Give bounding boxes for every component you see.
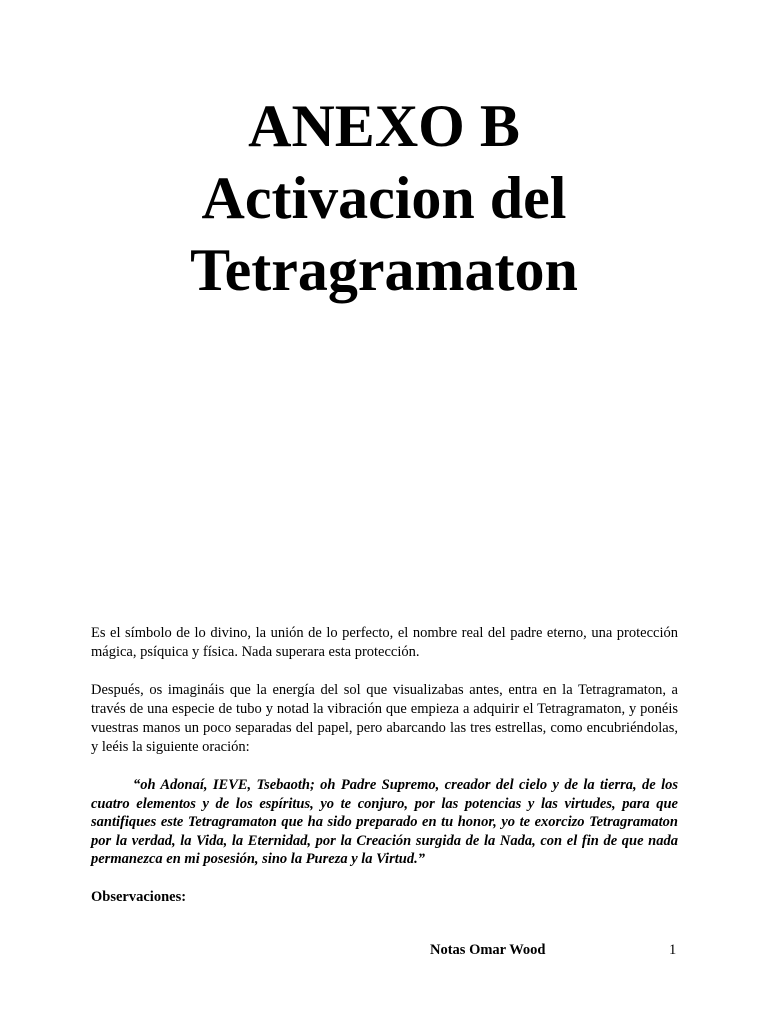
- paragraph-instructions: Después, os imagináis que la energía del sol que visualizabas antes, entra en la Tetragramaton, a través de una especie de tubo y notad la vibración que empieza a adquirir el Tetragramaton, y ponéis vuestras manos un poco separadas del papel, pero abarcando las tres estrellas, como encubriéndolas, y leéis la siguiente oración:: [91, 682, 678, 755]
- title-line-annex: ANEXO B: [248, 93, 520, 159]
- paragraph-symbol-description: Es el símbolo de lo divino, la unión de lo perfecto, el nombre real del padre eterno, una protección mágica, psíquica y física. Nada superara esta protección.: [91, 625, 678, 660]
- observations-heading: Observaciones:: [91, 888, 187, 905]
- title-line-activation: Activacion del: [201, 165, 567, 231]
- title-line-tetragramaton: Tetragramaton: [190, 237, 578, 303]
- page-title: [0, 90, 768, 306]
- footer-author: Notas Omar Wood: [430, 942, 546, 958]
- document-body: [91, 624, 678, 907]
- prayer-quote: “oh Adonaí, IEVE, Tsebaoth; oh Padre Supremo, creador del cielo y de la tierra, de los cuatro elementos y de los espíritus, yo te conjuro, por las potencias y las virtudes, para que santifiques este Tetragramaton que ha sido preparado en tu honor, yo te exorcizo Tetragramaton por la verdad, la Vida, la Eternidad, por la Creación surgida de la Nada, con el fin de que nada permanezca en mi posesión, sino la Pureza y la Virtud.”: [91, 777, 678, 867]
- page-number: 1: [669, 942, 677, 958]
